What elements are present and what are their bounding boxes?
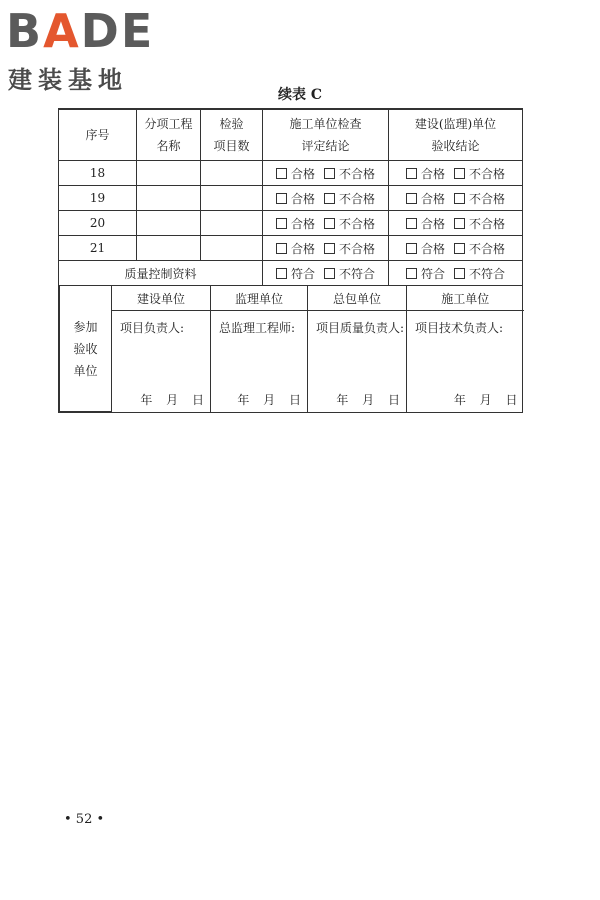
table-row xyxy=(59,161,523,186)
logo-subtitle: 建装基地 xyxy=(8,66,128,94)
page-number: • 52 • xyxy=(64,812,105,827)
quality-control-row xyxy=(59,261,523,286)
contractor-result-cell xyxy=(263,161,389,186)
signature-date: 年 月 日 xyxy=(140,392,204,407)
header-contractor-evaluation: 施工单位检查 评定结论 xyxy=(263,109,389,161)
signer-label: 总监理工程师: xyxy=(219,321,296,336)
checkbox-pass[interactable]: 合格 xyxy=(406,190,445,207)
inspection-count-cell[interactable] xyxy=(201,236,263,261)
checkbox-icon xyxy=(406,193,417,204)
checkbox-nonconform[interactable]: 不符合 xyxy=(454,265,505,282)
contractor-result-cell xyxy=(263,236,389,261)
checkbox-icon xyxy=(454,168,465,179)
logo xyxy=(6,4,176,92)
signature-cell-contractor[interactable] xyxy=(407,311,524,412)
checkbox-pass[interactable]: 合格 xyxy=(276,165,315,182)
checkbox-icon xyxy=(406,243,417,254)
quality-control-label: 质量控制资料 xyxy=(59,261,263,286)
supervisor-quality-cell xyxy=(389,261,523,286)
table-row xyxy=(59,186,523,211)
checkbox-nonconform[interactable]: 不符合 xyxy=(324,265,375,282)
checkbox-pass[interactable]: 合格 xyxy=(276,190,315,207)
checkbox-icon xyxy=(324,193,335,204)
checkbox-fail[interactable]: 不合格 xyxy=(454,165,505,182)
checkbox-icon xyxy=(454,193,465,204)
inspection-count-cell[interactable] xyxy=(201,211,263,236)
checkbox-fail[interactable]: 不合格 xyxy=(454,190,505,207)
signer-label: 项目负责人: xyxy=(120,321,185,336)
checkbox-icon xyxy=(324,218,335,229)
checkbox-fail[interactable]: 不合格 xyxy=(324,240,375,257)
signature-date: 年 月 日 xyxy=(237,392,301,407)
checkbox-pass[interactable]: 合格 xyxy=(276,240,315,257)
subproject-name-cell[interactable] xyxy=(137,186,201,211)
checkbox-icon xyxy=(454,218,465,229)
supervisor-result-cell xyxy=(389,236,523,261)
checkbox-icon xyxy=(276,218,287,229)
subproject-name-cell[interactable] xyxy=(137,161,201,186)
row-seq: 20 xyxy=(59,211,137,236)
supervisor-result-cell xyxy=(389,161,523,186)
checkbox-icon xyxy=(406,268,417,279)
row-seq: 21 xyxy=(59,236,137,261)
contractor-quality-cell xyxy=(263,261,389,286)
checkbox-fail[interactable]: 不合格 xyxy=(454,240,505,257)
signer-label: 项目技术负责人: xyxy=(415,321,504,336)
unit-name-general-contractor: 总包单位 xyxy=(308,286,407,311)
table-row xyxy=(59,211,523,236)
checkbox-icon xyxy=(276,243,287,254)
checkbox-icon xyxy=(276,168,287,179)
checkbox-conform[interactable]: 符合 xyxy=(276,265,315,282)
signature-cell-construction[interactable] xyxy=(112,311,211,412)
checkbox-fail[interactable]: 不合格 xyxy=(324,165,375,182)
checkbox-icon xyxy=(324,243,335,254)
participants-table xyxy=(59,286,524,412)
checkbox-icon xyxy=(324,268,335,279)
checkbox-pass[interactable]: 合格 xyxy=(276,215,315,232)
checkbox-fail[interactable]: 不合格 xyxy=(324,215,375,232)
header-supervisor-acceptance: 建设(监理)单位 验收结论 xyxy=(389,109,523,161)
signature-date: 年 月 日 xyxy=(336,392,400,407)
signature-date: 年 月 日 xyxy=(453,392,518,407)
checkbox-icon xyxy=(406,218,417,229)
unit-name-construction: 建设单位 xyxy=(112,286,211,311)
contractor-result-cell xyxy=(263,186,389,211)
header-inspection-count: 检验 项目数 xyxy=(201,109,263,161)
logo-wordmark: BADE xyxy=(6,4,155,58)
checkbox-pass[interactable]: 合格 xyxy=(406,215,445,232)
checkbox-icon xyxy=(276,193,287,204)
unit-name-contractor: 施工单位 xyxy=(407,286,524,311)
checkbox-fail[interactable]: 不合格 xyxy=(454,215,505,232)
row-seq: 18 xyxy=(59,161,137,186)
checkbox-icon xyxy=(406,168,417,179)
checkbox-icon xyxy=(276,268,287,279)
participants-side-label: 参加 验收 单位 xyxy=(60,286,112,412)
row-seq: 19 xyxy=(59,186,137,211)
header-seq: 序号 xyxy=(59,109,137,161)
checkbox-conform[interactable]: 符合 xyxy=(406,265,445,282)
inspection-count-cell[interactable] xyxy=(201,186,263,211)
checkbox-pass[interactable]: 合格 xyxy=(406,240,445,257)
header-subproject: 分项工程 名称 xyxy=(137,109,201,161)
signature-cell-supervision[interactable] xyxy=(211,311,308,412)
subproject-name-cell[interactable] xyxy=(137,236,201,261)
unit-name-supervision: 监理单位 xyxy=(211,286,308,311)
supervisor-result-cell xyxy=(389,211,523,236)
table-row xyxy=(59,236,523,261)
subproject-name-cell[interactable] xyxy=(137,211,201,236)
checkbox-pass[interactable]: 合格 xyxy=(406,165,445,182)
checkbox-fail[interactable]: 不合格 xyxy=(324,190,375,207)
inspection-count-cell[interactable] xyxy=(201,161,263,186)
signer-label: 项目质量负责人: xyxy=(316,321,405,336)
supervisor-result-cell xyxy=(389,186,523,211)
table-title: 续表 C xyxy=(277,87,323,103)
checkbox-icon xyxy=(324,168,335,179)
signature-cell-general-contractor[interactable] xyxy=(308,311,407,412)
participants-row xyxy=(59,286,523,413)
contractor-result-cell xyxy=(263,211,389,236)
checkbox-icon xyxy=(454,268,465,279)
checkbox-icon xyxy=(454,243,465,254)
table-header-row xyxy=(59,109,523,161)
acceptance-table xyxy=(58,108,523,413)
